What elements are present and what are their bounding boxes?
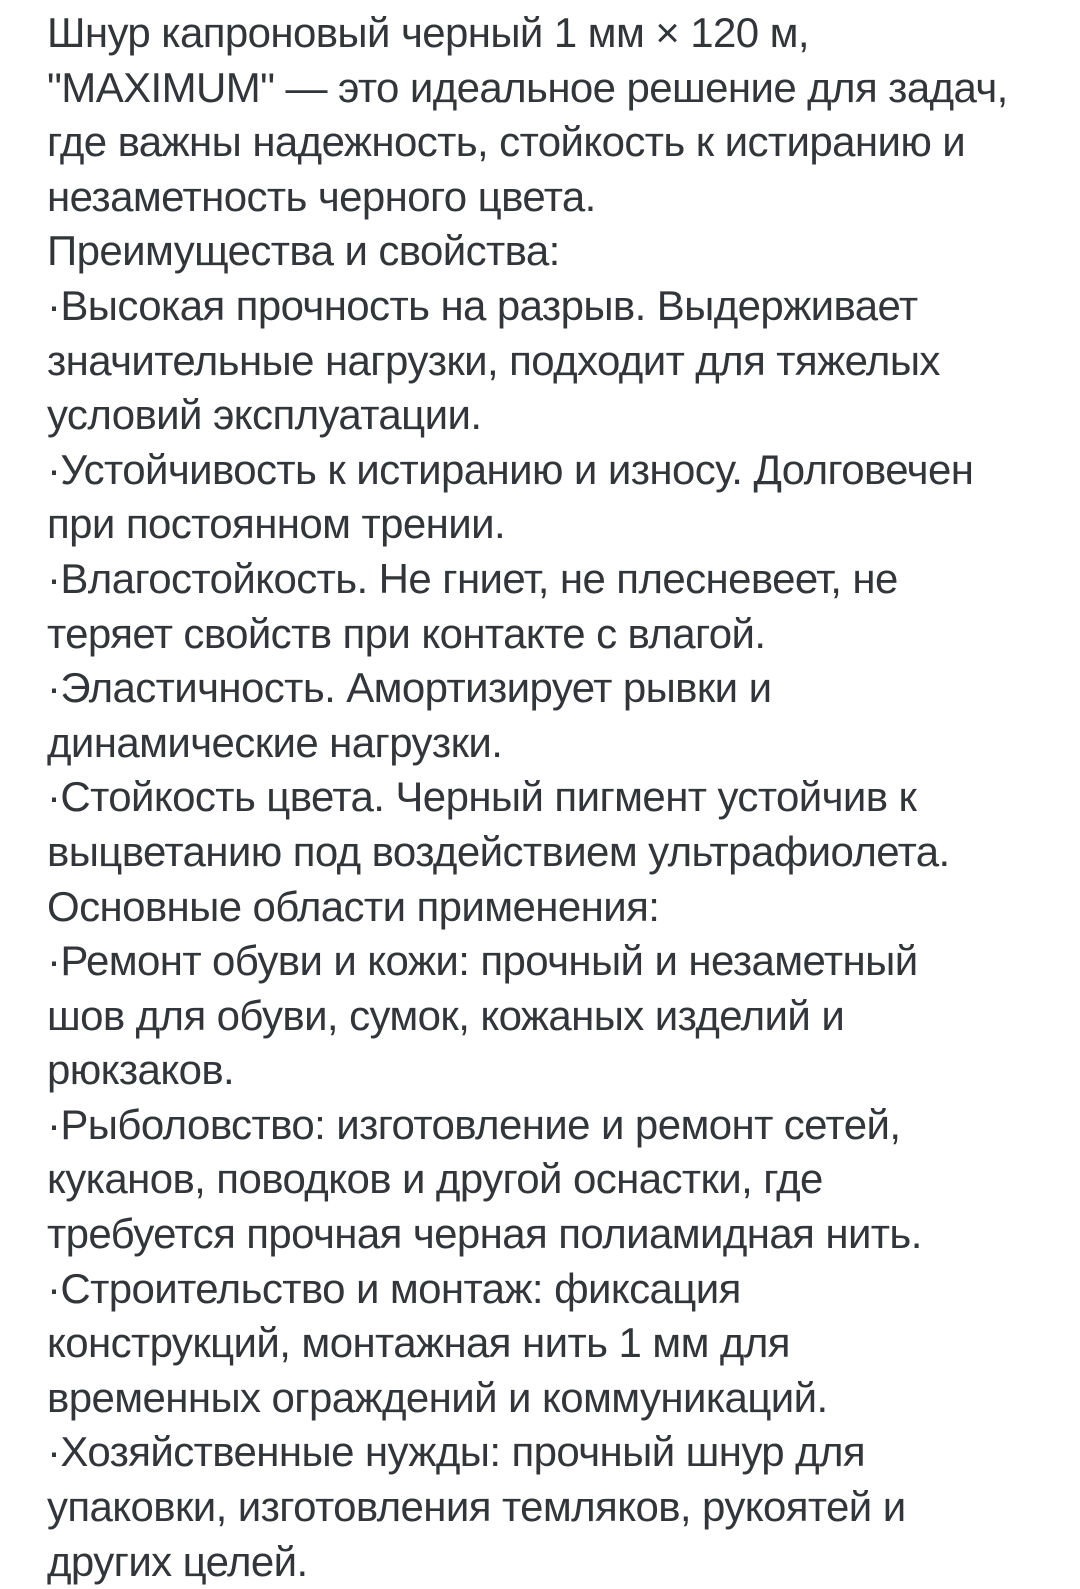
description-line: ·Строительство и монтаж: фиксация (47, 1264, 741, 1312)
description-line: теряет свойств при контакте с влагой. (47, 609, 766, 657)
description-line: рюкзаков. (47, 1046, 235, 1094)
description-line: динамические нагрузки. (47, 718, 503, 766)
description-line: временных ограждений и коммуникаций. (47, 1373, 828, 1421)
description-line: ·Эластичность. Амортизирует рывки и (47, 664, 772, 712)
description-line: шов для обуви, сумок, кожаных изделий и (47, 991, 845, 1039)
description-line: значительные нагрузки, подходит для тяжелых (47, 336, 940, 384)
description-line: ·Высокая прочность на разрыв. Выдерживает (47, 281, 918, 329)
description-line: ·Хозяйственные нужды: прочный шнур для (47, 1428, 866, 1476)
description-line: ·Устойчивость к истиранию и износу. Долговечен (47, 445, 974, 493)
description-line: ·Рыболовство: изготовление и ремонт сетей, (47, 1100, 901, 1148)
description-line: ·Ремонт обуви и кожи: прочный и незаметный (47, 937, 918, 985)
description-line: куканов, поводков и другой оснастки, где (47, 1155, 823, 1203)
description-line: Шнур капроновый черный 1 мм × 120 м, (47, 9, 809, 56)
description-line: Преимущества и свойства: (47, 227, 560, 275)
description-line: при постоянном трении. (47, 500, 506, 548)
description-line: упаковки, изготовления темляков, рукоятей и (47, 1483, 906, 1531)
description-line: выцветанию под воздействием ультрафиолета. (47, 827, 950, 875)
description-line: требуется прочная черная полиамидная нить. (47, 1210, 922, 1258)
description-line: незаметность черного цвета. (47, 172, 596, 220)
product-description (47, 6, 1057, 1589)
description-line: "MAXIMUM" — это идеальное решение для задач, (47, 63, 1008, 111)
description-line: где важны надежность, стойкость к истиранию и (47, 118, 966, 166)
description-line: ·Стойкость цвета. Черный пигмент устойчив к (47, 773, 917, 821)
description-line: других целей. (47, 1537, 308, 1585)
description-line: ·Влагостойкость. Не гниет, не плесневеет, не (47, 554, 898, 602)
description-line: Основные области применения: (47, 882, 660, 930)
description-line: условий эксплуатации. (47, 391, 482, 439)
description-line: конструкций, монтажная нить 1 мм для (47, 1319, 790, 1367)
